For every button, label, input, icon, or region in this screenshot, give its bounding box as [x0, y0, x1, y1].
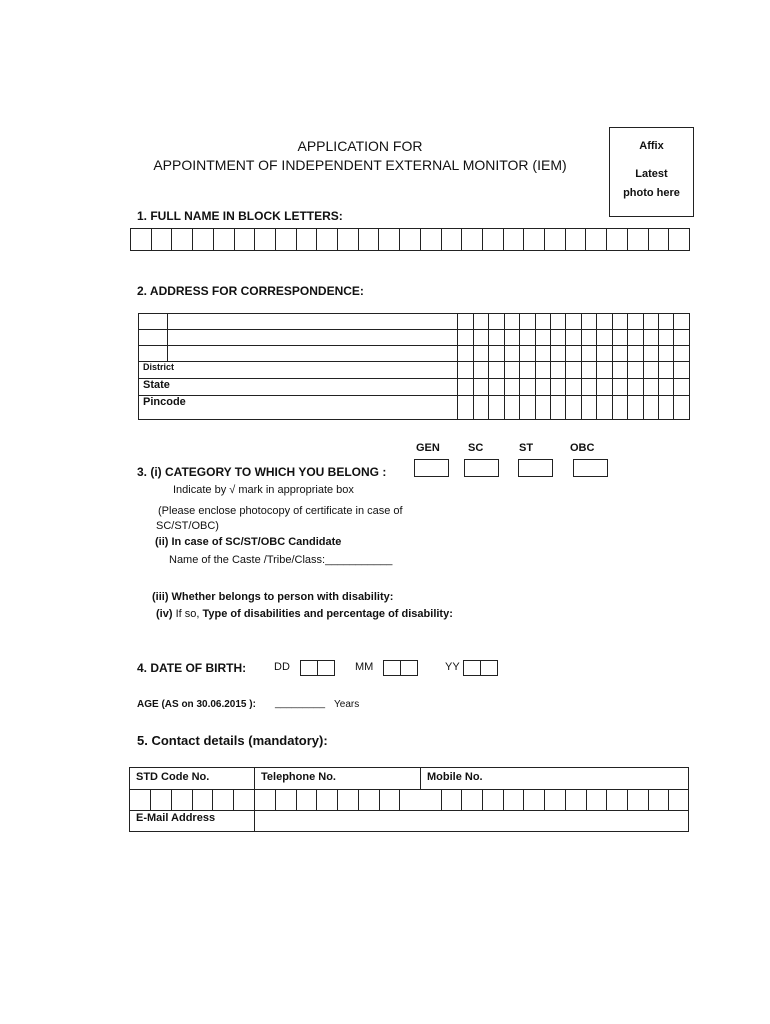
- contact-separator-1: [254, 767, 255, 832]
- address-cell[interactable]: [168, 346, 458, 362]
- telephone-label: Telephone No.: [261, 771, 336, 783]
- address-cell[interactable]: [597, 330, 612, 346]
- address-cell[interactable]: [566, 362, 581, 379]
- address-cell[interactable]: [612, 314, 627, 330]
- address-row-label: Pincode: [139, 396, 458, 420]
- category-label: 3. (i) CATEGORY TO WHICH YOU BELONG :: [137, 465, 387, 479]
- address-cell[interactable]: [581, 330, 596, 346]
- full-name-cell[interactable]: [213, 229, 234, 251]
- address-cell[interactable]: [643, 379, 658, 396]
- address-cell[interactable]: [520, 379, 535, 396]
- full-name-cell[interactable]: [607, 229, 628, 251]
- email-field[interactable]: [256, 812, 686, 830]
- address-cell[interactable]: [566, 330, 581, 346]
- category-st-checkbox[interactable]: [518, 459, 553, 477]
- address-cell[interactable]: [535, 396, 550, 420]
- address-cell[interactable]: [659, 396, 674, 420]
- address-cell[interactable]: [643, 362, 658, 379]
- address-cell[interactable]: [535, 362, 550, 379]
- mobile-digit-cell[interactable]: [461, 790, 462, 810]
- address-row-label: District: [139, 362, 458, 379]
- photo-box: [609, 127, 694, 217]
- address-cell[interactable]: [597, 314, 612, 330]
- full-name-cell[interactable]: [648, 229, 669, 251]
- address-cell[interactable]: [535, 330, 550, 346]
- dob-yy-box-1[interactable]: [463, 660, 481, 676]
- address-row: [139, 362, 690, 379]
- dob-label: 4. DATE OF BIRTH:: [137, 661, 247, 675]
- address-cell[interactable]: [489, 314, 504, 330]
- full-name-cell[interactable]: [586, 229, 607, 251]
- address-cell[interactable]: [643, 314, 658, 330]
- address-cell[interactable]: [489, 379, 504, 396]
- std-code-digit-cell[interactable]: [171, 790, 172, 810]
- address-cell[interactable]: [659, 314, 674, 330]
- address-cell[interactable]: [628, 396, 643, 420]
- address-cell[interactable]: [473, 314, 488, 330]
- category-instruction: Indicate by √ mark in appropriate box: [173, 484, 354, 496]
- telephone-digit-cell[interactable]: [296, 790, 297, 810]
- address-cell[interactable]: [168, 314, 458, 330]
- address-cell[interactable]: [659, 379, 674, 396]
- address-cell[interactable]: [473, 330, 488, 346]
- full-name-cell[interactable]: [565, 229, 586, 251]
- address-row: [139, 379, 690, 396]
- address-cell[interactable]: [628, 314, 643, 330]
- full-name-cell[interactable]: [151, 229, 172, 251]
- address-cell[interactable]: [612, 362, 627, 379]
- full-name-cell[interactable]: [172, 229, 193, 251]
- address-cell[interactable]: [520, 362, 535, 379]
- address-cell[interactable]: [643, 330, 658, 346]
- address-cell[interactable]: [581, 379, 596, 396]
- full-name-cell[interactable]: [482, 229, 503, 251]
- address-cell[interactable]: [581, 362, 596, 379]
- contact-row-line-2: [129, 810, 689, 811]
- age-unit: Years: [334, 699, 360, 710]
- address-cell[interactable]: [550, 379, 565, 396]
- address-cell[interactable]: [520, 346, 535, 362]
- full-name-cell[interactable]: [255, 229, 276, 251]
- address-cell[interactable]: [659, 346, 674, 362]
- address-cell[interactable]: [550, 314, 565, 330]
- dob-mm-box-1[interactable]: [383, 660, 401, 676]
- address-cell[interactable]: [612, 396, 627, 420]
- address-cell[interactable]: [674, 396, 690, 420]
- mobile-digit-cell[interactable]: [586, 790, 587, 810]
- address-cell[interactable]: [504, 396, 519, 420]
- full-name-cell[interactable]: [379, 229, 400, 251]
- address-cell[interactable]: [458, 330, 473, 346]
- address-cell[interactable]: [550, 346, 565, 362]
- address-cell[interactable]: [674, 314, 690, 330]
- address-cell[interactable]: [458, 346, 473, 362]
- address-cell[interactable]: [520, 330, 535, 346]
- certificate-note-line2: SC/ST/OBC): [156, 520, 219, 532]
- address-cell[interactable]: [535, 314, 550, 330]
- address-cell[interactable]: [473, 396, 488, 420]
- address-cell[interactable]: [612, 379, 627, 396]
- address-cell[interactable]: [458, 379, 473, 396]
- email-label: E-Mail Address: [136, 812, 216, 824]
- caste-name-field[interactable]: Name of the Caste /Tribe/Class:___________: [169, 554, 393, 566]
- category-st-label: ST: [519, 442, 534, 454]
- address-row: [139, 314, 690, 330]
- address-cell[interactable]: [139, 330, 168, 346]
- disability-type-prefix: (iv): [156, 608, 173, 620]
- address-cell[interactable]: [473, 379, 488, 396]
- address-cell[interactable]: [674, 330, 690, 346]
- category-gen-label: GEN: [416, 442, 440, 454]
- telephone-digit-cell[interactable]: [379, 790, 380, 810]
- address-cell[interactable]: [458, 396, 473, 420]
- full-name-cell[interactable]: [545, 229, 566, 251]
- address-cell[interactable]: [458, 314, 473, 330]
- address-cell[interactable]: [535, 346, 550, 362]
- mobile-digit-cell[interactable]: [441, 790, 442, 810]
- address-cell[interactable]: [489, 330, 504, 346]
- address-cell[interactable]: [628, 346, 643, 362]
- full-name-grid[interactable]: [130, 228, 690, 251]
- address-cell[interactable]: [581, 314, 596, 330]
- address-cell[interactable]: [504, 346, 519, 362]
- dob-dd-label: DD: [274, 661, 290, 673]
- mobile-digit-cell[interactable]: [523, 790, 524, 810]
- dob-dd-box-2[interactable]: [317, 660, 335, 676]
- std-code-digit-cell[interactable]: [233, 790, 234, 810]
- address-cell[interactable]: [659, 330, 674, 346]
- full-name-cell[interactable]: [317, 229, 338, 251]
- address-cell[interactable]: [550, 396, 565, 420]
- address-cell[interactable]: [566, 314, 581, 330]
- full-name-cell[interactable]: [503, 229, 524, 251]
- full-name-cell[interactable]: [627, 229, 648, 251]
- address-cell[interactable]: [504, 330, 519, 346]
- dob-yy-box-2[interactable]: [480, 660, 498, 676]
- category-obc-label: OBC: [570, 442, 595, 454]
- address-cell[interactable]: [550, 330, 565, 346]
- address-cell[interactable]: [643, 346, 658, 362]
- address-cell[interactable]: [674, 346, 690, 362]
- mobile-label: Mobile No.: [427, 771, 483, 783]
- address-cell[interactable]: [566, 346, 581, 362]
- address-cell[interactable]: [458, 362, 473, 379]
- age-field[interactable]: _________: [275, 698, 326, 709]
- std-code-digit-cell[interactable]: [212, 790, 213, 810]
- telephone-digit-cell[interactable]: [337, 790, 338, 810]
- certificate-note-line1: (Please enclose photocopy of certificate in case of: [158, 505, 403, 517]
- address-cell[interactable]: [535, 379, 550, 396]
- photo-latest-label: Latest: [635, 168, 668, 180]
- full-name-cell[interactable]: [296, 229, 317, 251]
- dob-mm-label: MM: [355, 661, 374, 673]
- disability-type-line: [156, 608, 453, 620]
- full-name-cell[interactable]: [193, 229, 214, 251]
- address-cell[interactable]: [489, 362, 504, 379]
- address-cell[interactable]: [550, 362, 565, 379]
- address-cell[interactable]: [674, 379, 690, 396]
- address-cell[interactable]: [520, 314, 535, 330]
- full-name-cell[interactable]: [669, 229, 690, 251]
- full-name-cell[interactable]: [338, 229, 359, 251]
- address-cell[interactable]: [489, 396, 504, 420]
- full-name-cell[interactable]: [400, 229, 421, 251]
- address-cell[interactable]: [612, 330, 627, 346]
- caste-candidate-heading: (ii) In case of SC/ST/OBC Candidate: [155, 536, 342, 548]
- telephone-digit-cell[interactable]: [399, 790, 400, 810]
- dob-dd-box-1[interactable]: [300, 660, 318, 676]
- full-name-cell[interactable]: [358, 229, 379, 251]
- full-name-cell[interactable]: [234, 229, 255, 251]
- std-code-digit-cell[interactable]: [192, 790, 193, 810]
- telephone-digit-cell[interactable]: [316, 790, 317, 810]
- address-cell[interactable]: [566, 396, 581, 420]
- telephone-digit-cell[interactable]: [275, 790, 276, 810]
- full-name-cell[interactable]: [131, 229, 152, 251]
- address-cell[interactable]: [504, 362, 519, 379]
- address-grid[interactable]: [138, 313, 690, 420]
- address-cell[interactable]: [504, 379, 519, 396]
- mobile-digit-cell[interactable]: [648, 790, 649, 810]
- address-cell[interactable]: [628, 330, 643, 346]
- photo-affix-label: Affix: [639, 140, 664, 152]
- full-name-cell[interactable]: [420, 229, 441, 251]
- mobile-digit-cell[interactable]: [627, 790, 628, 810]
- address-cell[interactable]: [139, 314, 168, 330]
- address-cell[interactable]: [674, 362, 690, 379]
- full-name-cell[interactable]: [524, 229, 545, 251]
- dob-yy-label: YY: [445, 661, 460, 673]
- address-cell[interactable]: [520, 396, 535, 420]
- mobile-digit-cell[interactable]: [668, 790, 669, 810]
- address-cell[interactable]: [489, 346, 504, 362]
- mobile-digit-cell[interactable]: [565, 790, 566, 810]
- address-row: [139, 346, 690, 362]
- address-row: [139, 330, 690, 346]
- address-cell[interactable]: [659, 362, 674, 379]
- address-cell[interactable]: [597, 362, 612, 379]
- contact-details-label: 5. Contact details (mandatory):: [137, 733, 328, 748]
- form-title-line2: APPOINTMENT OF INDEPENDENT EXTERNAL MONITOR (IEM): [153, 157, 567, 173]
- age-label: AGE (AS on 30.06.2015 ):: [137, 699, 256, 710]
- category-sc-checkbox[interactable]: [464, 459, 499, 477]
- disability-type-label: Type of disabilities and percentage of disability:: [202, 608, 453, 620]
- address-row: [139, 396, 690, 420]
- std-code-digit-cell[interactable]: [150, 790, 151, 810]
- address-cell[interactable]: [628, 379, 643, 396]
- dob-mm-box-2[interactable]: [400, 660, 418, 676]
- full-name-label: 1. FULL NAME IN BLOCK LETTERS:: [137, 209, 343, 223]
- mobile-digit-cell[interactable]: [482, 790, 483, 810]
- address-cell[interactable]: [504, 314, 519, 330]
- form-title-line1: APPLICATION FOR: [297, 138, 423, 154]
- address-row-label: State: [139, 379, 458, 396]
- address-cell[interactable]: [597, 379, 612, 396]
- address-cell[interactable]: [566, 379, 581, 396]
- address-cell[interactable]: [581, 396, 596, 420]
- std-code-label: STD Code No.: [136, 771, 210, 783]
- address-cell[interactable]: [581, 346, 596, 362]
- address-cell[interactable]: [139, 346, 168, 362]
- mobile-digit-cell[interactable]: [503, 790, 504, 810]
- category-sc-label: SC: [468, 442, 484, 454]
- full-name-cell[interactable]: [441, 229, 462, 251]
- address-cell[interactable]: [612, 346, 627, 362]
- telephone-digit-cell[interactable]: [358, 790, 359, 810]
- full-name-cell[interactable]: [462, 229, 483, 251]
- address-label: 2. ADDRESS FOR CORRESPONDENCE:: [137, 284, 364, 298]
- address-cell[interactable]: [628, 362, 643, 379]
- address-cell[interactable]: [597, 346, 612, 362]
- full-name-cell[interactable]: [275, 229, 296, 251]
- address-cell[interactable]: [597, 396, 612, 420]
- category-obc-checkbox[interactable]: [573, 459, 608, 477]
- mobile-digit-cell[interactable]: [606, 790, 607, 810]
- disability-type-if: If so,: [175, 608, 200, 620]
- disability-question: (iii) Whether belongs to person with disability:: [152, 591, 394, 603]
- contact-separator-2: [420, 767, 421, 790]
- photo-here-label: photo here: [623, 187, 680, 199]
- address-cell[interactable]: [168, 330, 458, 346]
- address-cell[interactable]: [473, 362, 488, 379]
- address-cell[interactable]: [473, 346, 488, 362]
- address-cell[interactable]: [643, 396, 658, 420]
- category-gen-checkbox[interactable]: [414, 459, 449, 477]
- mobile-digit-cell[interactable]: [544, 790, 545, 810]
